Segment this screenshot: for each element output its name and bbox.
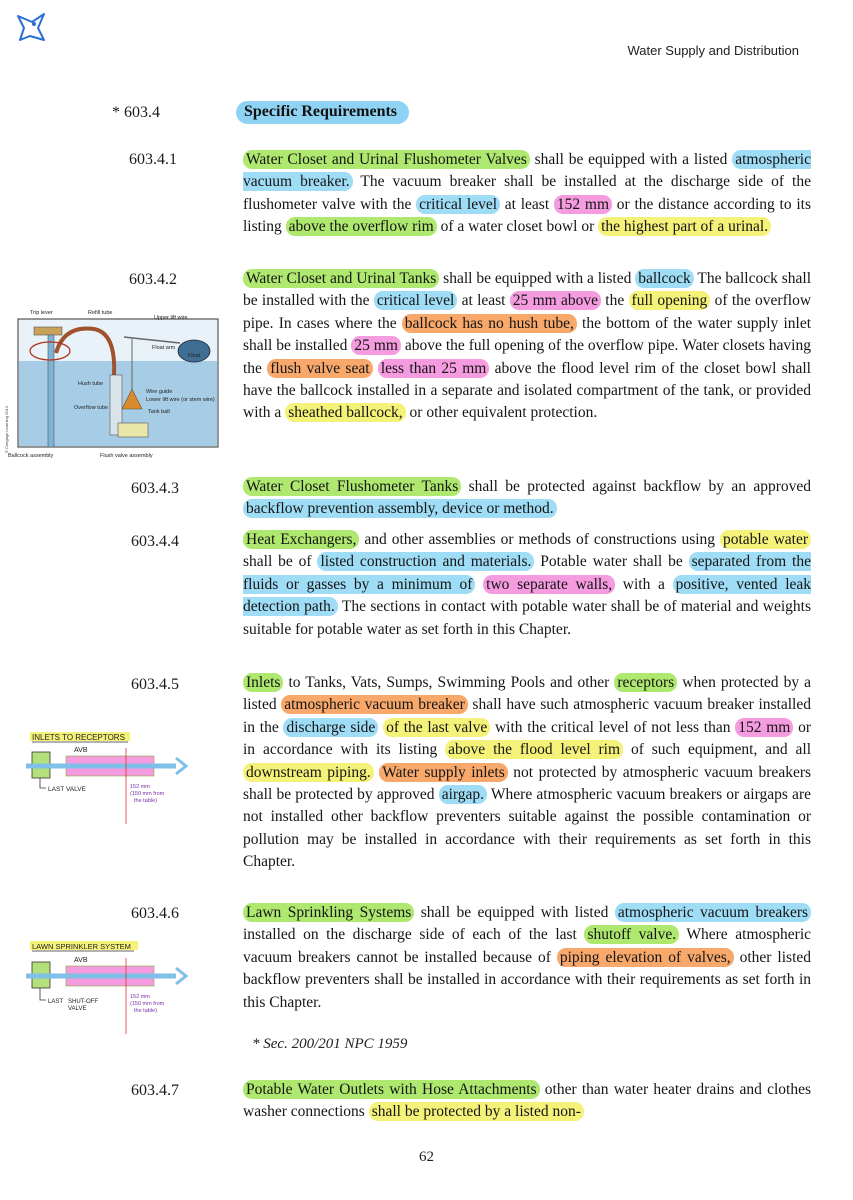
text-run: with a	[615, 575, 673, 593]
text-run: the	[601, 292, 629, 310]
clause-603-4-2	[243, 268, 811, 425]
text-run: Where atmospheric vacuum breakers cannot be installed because of	[243, 926, 812, 966]
clause-number-603-4-7: 603.4.7	[131, 1082, 179, 1099]
highlight: Heat Exchangers,	[243, 530, 359, 549]
highlight: listed construction and materials.	[317, 552, 534, 571]
highlight: separated from the fluids or gasses by a minimum of	[243, 553, 811, 593]
running-header: Water Supply and Distribution	[627, 43, 799, 58]
highlight: 25 mm	[351, 336, 401, 355]
text-run: at least	[457, 292, 510, 310]
highlight: Inlets	[243, 673, 283, 692]
sketch-note-3: the table)	[134, 798, 157, 804]
trip-lever-shape	[34, 327, 62, 335]
highlight: atmospheric vacuum breaker	[281, 695, 468, 714]
label-float-arm: Float arm	[152, 345, 176, 351]
label-hush-tube: Hush tube	[78, 381, 104, 387]
highlight: 152 mm	[554, 195, 612, 214]
highlight: less than 25 mm	[378, 359, 489, 378]
highlight: above the overflow rim	[286, 217, 437, 236]
highlight: Water Closet and Urinal Flushometer Valves	[243, 150, 530, 169]
highlight: full opening	[629, 291, 711, 310]
section-title: Specific Requirements	[236, 101, 409, 124]
text-run: Potable water shall be	[534, 553, 689, 571]
highlight: two separate walls,	[483, 575, 615, 594]
label-tank-ball: Tank ball	[148, 409, 170, 415]
highlight: the highest part of a urinal.	[598, 217, 771, 236]
ballcock-shape	[48, 335, 54, 447]
clause-603-4-4	[243, 529, 811, 641]
sketch-last-valve: LAST VALVE	[48, 786, 86, 793]
text-run: shall be equipped with a listed	[529, 151, 733, 168]
text-run: of a water closet bowl or	[436, 218, 599, 236]
text-run: shall be equipped with listed	[414, 904, 615, 921]
text-run: other than water heater drains and clothes washer connections	[243, 1081, 812, 1121]
clause-number-603-4-5: 603.4.5	[131, 676, 179, 693]
text-run: shall be equipped with a listed	[439, 270, 636, 287]
lawn-sprinkler-sketch	[26, 938, 226, 1038]
text-run: shall have such atmospheric vacuum breaker installed in the	[243, 696, 811, 736]
highlight: shutoff valve.	[584, 925, 679, 944]
inlets-sketch	[26, 728, 226, 828]
label-flush-valve-assembly: Flush valve assembly	[100, 453, 153, 459]
highlight: above the flood level rim	[445, 740, 623, 759]
text-run: above the flood level rim of the closet bowl shall have the ballcock installed in a separate and isolated compartment of the tank, or provided with a	[243, 359, 811, 422]
bird-logo-icon	[14, 10, 50, 46]
text-run: when protected by a listed	[243, 674, 811, 714]
section-number: * 603.4	[112, 104, 160, 121]
sketch-avb-label: AVB	[74, 747, 88, 754]
sketch-leader	[40, 988, 46, 1000]
flush-valve-shape	[118, 423, 148, 437]
clause-number-603-4-2: 603.4.2	[129, 271, 177, 288]
sketch-last-2: SHUT-OFF	[68, 999, 98, 1005]
highlight: downstream piping.	[243, 763, 374, 782]
text-run: at least	[500, 195, 554, 213]
clause-number-603-4-6: 603.4.6	[131, 905, 179, 922]
clause-603-4-6	[243, 902, 811, 1014]
highlight: airgap.	[439, 785, 487, 804]
sketch-last-1: LAST	[48, 999, 64, 1005]
highlight: potable water	[720, 530, 811, 549]
highlight: positive, vented leak detection path.	[243, 575, 812, 616]
highlight: backflow prevention assembly, device or method.	[243, 499, 557, 518]
highlight: ballcock has no hush tube,	[402, 314, 577, 333]
text-run: with the critical level of not less than	[490, 718, 736, 736]
sketch-note-2: (150 mm from	[130, 1001, 165, 1007]
highlight: Lawn Sprinkling Systems	[243, 903, 414, 922]
highlight: Potable Water Outlets with Hose Attachments	[243, 1080, 540, 1099]
highlight: flush valve seat	[267, 359, 372, 378]
text-run	[475, 576, 483, 593]
sketch-last-3: VALVE	[68, 1006, 87, 1012]
text-run: or other equivalent protection.	[405, 404, 598, 422]
highlight: ballcock	[635, 269, 694, 288]
clause-number-603-4-1: 603.4.1	[129, 151, 177, 168]
clause-number-603-4-3: 603.4.3	[131, 480, 179, 497]
sketch-avb-label: AVB	[74, 957, 88, 964]
sketch-title: LAWN SPRINKLER SYSTEM	[32, 942, 131, 951]
sketch-leader	[40, 778, 46, 788]
label-overflow-tube: Overflow tube	[74, 405, 108, 411]
text-run: Where atmospheric vacuum breakers or airgaps are not installed other backflow preventers suitable against the possible contamination or pollution may be installed in accordance with their requirements as set forth in this Chapter.	[243, 786, 811, 871]
label-float: Float	[188, 353, 201, 359]
highlight: 25 mm above	[510, 291, 601, 310]
highlight: critical level	[374, 291, 457, 310]
clause-603-4-5	[243, 672, 811, 874]
highlight: shall be protected by a listed non-	[369, 1102, 584, 1121]
page-number: 62	[419, 1149, 434, 1165]
highlight: of the last valve	[383, 718, 490, 737]
text-run: other listed backflow preventers shall be installed in accordance with their requirements as set forth in this Chapter.	[243, 948, 811, 1011]
label-upper-lift-wire: Upper lift wire	[154, 315, 188, 321]
highlight: critical level	[416, 195, 500, 214]
highlight: atmospheric vacuum breaker.	[243, 151, 811, 191]
highlight: piping elevation of valves,	[557, 948, 734, 967]
sketch-note-2: (150 mm from	[130, 791, 165, 797]
text-run: The vacuum breaker shall be installed at the discharge side of the flushometer valve with the	[243, 173, 811, 213]
highlight: atmospheric vacuum breakers	[615, 903, 811, 922]
sketch-note-3: the table)	[134, 1008, 157, 1014]
sketch-title: INLETS TO RECEPTORS	[32, 733, 125, 742]
sketch-arrow-icon	[176, 968, 186, 984]
sketch-arrow-icon	[176, 758, 186, 774]
text-run: above the full opening of the overflow pipe. Water closets having the	[243, 337, 811, 377]
text-run: or the distance according to its listing	[243, 195, 811, 236]
highlight: Water Closet Flushometer Tanks	[243, 477, 461, 496]
text-run: not protected by atmospheric vacuum breakers shall be protected by approved	[243, 763, 812, 804]
clause-number-603-4-4: 603.4.4	[131, 533, 179, 550]
label-copyright: © Cengage Learning 2013	[4, 406, 9, 453]
text-run: The ballcock shall be installed with the	[243, 270, 812, 310]
text-run: shall be protected against backflow by an approved	[461, 478, 811, 495]
sketch-note-1: 152 mm	[130, 994, 150, 1000]
text-run: of such equipment, and all	[623, 741, 811, 759]
clause-603-4-7	[243, 1079, 811, 1124]
highlight: sheathed ballcock,	[285, 403, 405, 422]
label-lower-lift-wire: Lower lift wire (or stem wire)	[146, 397, 215, 403]
highlight: discharge side	[283, 718, 378, 737]
clause-603-4-1	[243, 149, 811, 239]
text-run: to Tanks, Vats, Sumps, Swimming Pools and other	[283, 674, 615, 691]
text-run: installed on the discharge side of each of the last	[243, 926, 585, 944]
text-run: shall be of	[243, 553, 318, 571]
toilet-tank-diagram	[4, 305, 230, 461]
highlight: 152 mm	[735, 718, 793, 737]
label-trip-lever: Trip lever	[30, 310, 53, 316]
text-run: The sections in contact with potable water shall be of material and weights suitable for potable water as set forth in this Chapter.	[243, 598, 811, 638]
label-refill-tube: Refill tube	[88, 310, 113, 316]
highlight: Water Closet and Urinal Tanks	[243, 269, 439, 288]
label-ballcock-assembly: Ballcock assembly	[8, 453, 54, 459]
text-run: or in accordance with its listing	[243, 718, 811, 759]
highlight: receptors	[614, 673, 677, 692]
text-run: and other assemblies or methods of constructions using	[359, 531, 720, 548]
text-run: of the overflow pipe. In cases where the	[243, 292, 812, 332]
sketch-note-1: 152 mm	[130, 784, 150, 790]
clause-603-4-3	[243, 476, 811, 521]
highlight: Water supply inlets	[379, 763, 508, 782]
label-wire-guide: Wire guide	[146, 389, 173, 395]
footnote: * Sec. 200/201 NPC 1959	[252, 1036, 408, 1052]
text-run: the bottom of the water supply inlet shall be installed	[243, 314, 812, 355]
